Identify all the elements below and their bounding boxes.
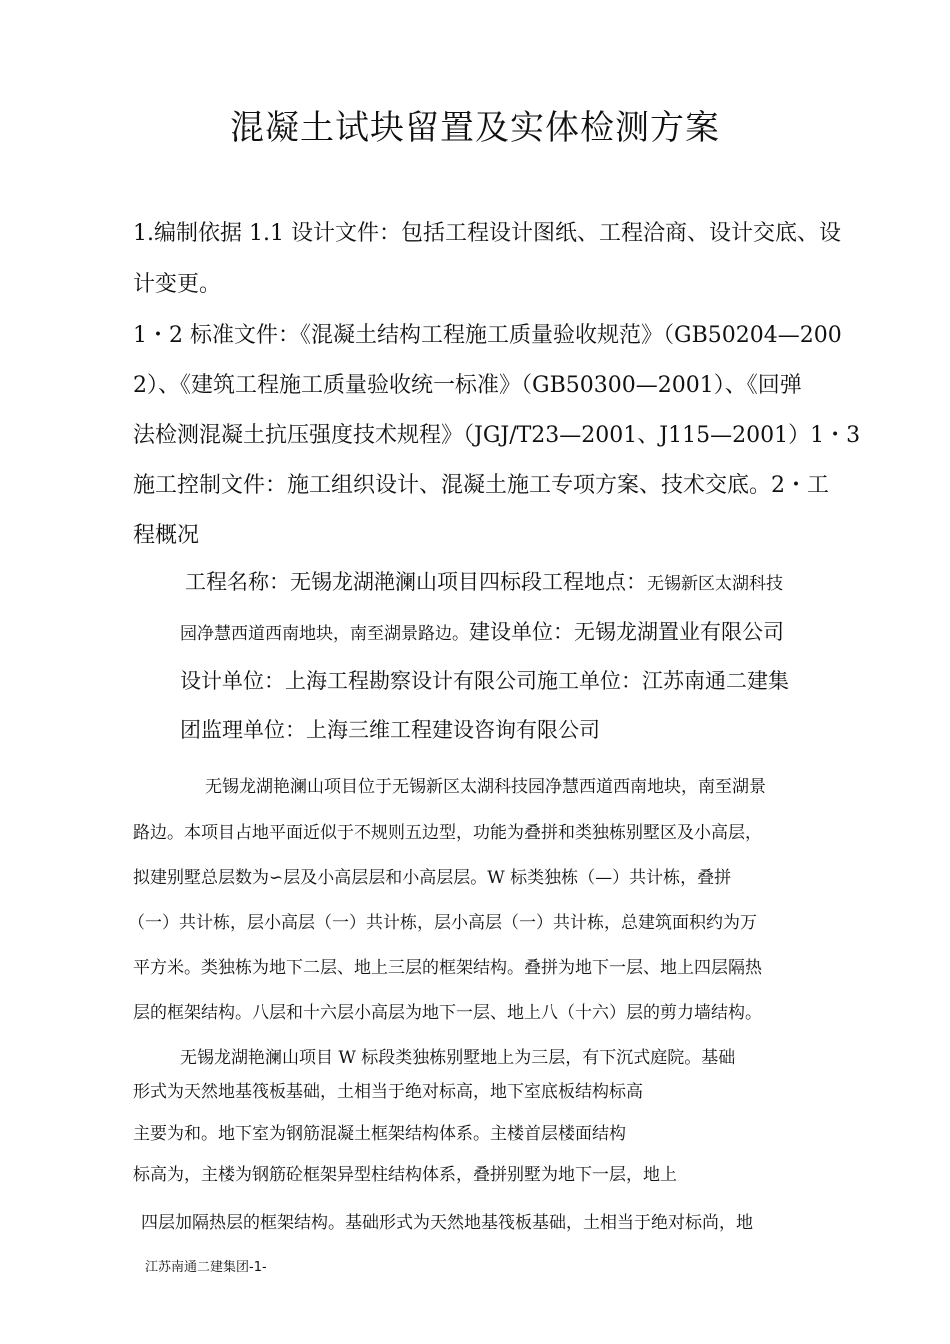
paragraph-line: 无锡龙湖艳澜山项目 W 标段类独栋别墅地上为三层，有下沉式庭院。基础 <box>180 1048 736 1068</box>
builder-unit: 建设单位：无锡龙湖置业有限公司 <box>469 620 784 644</box>
paragraph-line: 无锡龙湖艳澜山项目位于无锡新区太湖科技园净慧西道西南地块，南至湖景 <box>205 777 766 797</box>
basis-line: 程概况 <box>133 523 200 548</box>
overview-line: 设计单位：上海工程勘察设计有限公司施工单位：江苏南通二建集 <box>180 669 789 693</box>
document-title: 混凝土试块留置及实体检测方案 <box>230 108 720 148</box>
basis-line: 1・2 标准文件：《混凝土结构工程施工质量验收规范》（GB50204—200 <box>133 323 842 348</box>
paragraph-line: （一）共计栋，层小高层（一）共计栋，层小高层（一）共计栋，总建筑面积约为万 <box>128 913 757 933</box>
paragraph-line: 标高为，主楼为钢筋砼框架异型柱结构体系，叠拼别墅为地下一层，地上 <box>133 1165 677 1185</box>
project-location-detail: 无锡新区太湖科技 <box>647 574 783 594</box>
project-name-location: 工程名称：无锡龙湖滟澜山项目四标段工程地点： <box>185 570 647 594</box>
basis-line: 2）、《建筑工程施工质量验收统一标准》（GB50300—2001）、《回弹 <box>133 373 802 398</box>
paragraph-line: 形式为天然地基筏板基础，土相当于绝对标高，地下室底板结构标高 <box>133 1082 643 1102</box>
overview-line <box>185 566 783 596</box>
paragraph-line: 平方米。类独栋为地下二层、地上三层的框架结构。叠拼为地下一层、地上四层隔热 <box>133 958 762 978</box>
page-footer: 江苏南通二建集团-1- <box>145 1260 267 1275</box>
project-location-detail: 园净慧西道西南地块，南至湖景路边。 <box>180 624 469 644</box>
overview-line <box>180 616 784 646</box>
paragraph-line: 拟建别墅总层数为∽层及小高层层和小高层层。W 标类独栋（—）共计栋，叠拼 <box>133 868 732 888</box>
overview-line: 团监理单位：上海三维工程建设咨询有限公司 <box>180 718 600 742</box>
basis-line: 1.编制依据 1.1 设计文件：包括工程设计图纸、工程洽商、设计交底、设 <box>133 221 841 246</box>
paragraph-line: 主要为和。地下室为钢筋混凝土框架结构体系。主楼首层楼面结构 <box>133 1124 626 1144</box>
basis-line: 施工控制文件：施工组织设计、混凝土施工专项方案、技术交底。2・工 <box>133 473 829 498</box>
paragraph-line: 路边。本项目占地平面近似于不规则五边型，功能为叠拼和类独栋别墅区及小高层， <box>133 823 762 843</box>
basis-line: 法检测混凝土抗压强度技术规程》（JGJ/T23—2001、J115—2001）1・3 <box>133 423 861 448</box>
basis-line: 计变更。 <box>133 272 222 297</box>
paragraph-line: 层的框架结构。八层和十六层小高层为地下一层、地上八（十六）层的剪力墙结构。 <box>133 1003 762 1023</box>
paragraph-line: 四层加隔热层的框架结构。基础形式为天然地基筏板基础，土相当于绝对标尚，地 <box>141 1213 753 1233</box>
